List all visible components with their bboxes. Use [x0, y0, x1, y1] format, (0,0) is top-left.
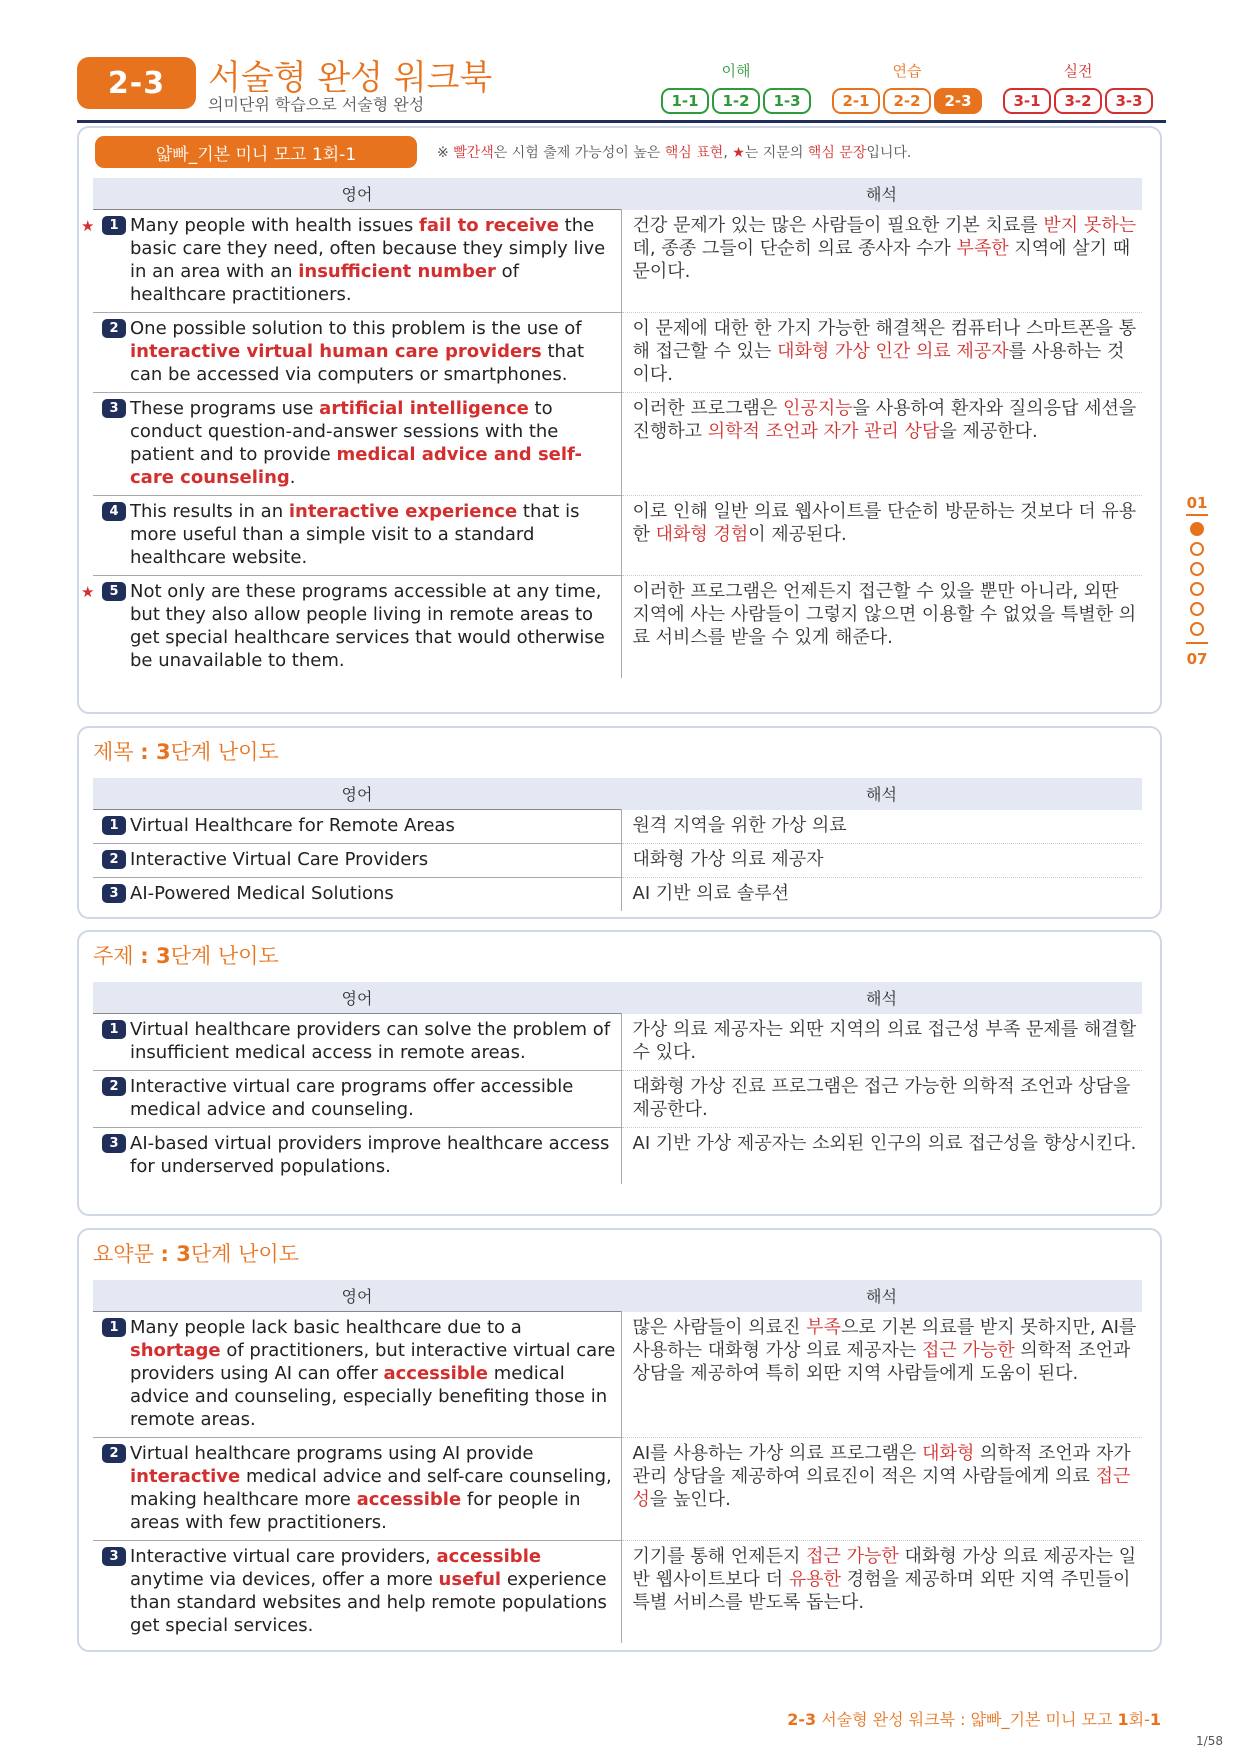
- page-indicator: [1182, 494, 1212, 668]
- table-row: 4 This results in an interactive experience that is more useful than a simple visit to a standard healthcare website. 이로 인해 일반 의료 웹사이트를 단순히 방문하는 것보다 더 유용한 대화형 경험이 제공된다.: [93, 496, 1142, 576]
- header-divider: [77, 120, 1166, 123]
- table-row: 3 Interactive virtual care providers, accessible anytime via devices, offer a more useful experience than standard websites and help remote populations get special services. 기기를 통해 언제든지 접근 가능한 대화형 가상 의료 제공자는 일반 웹사이트보다 더 유용한 경험을 제공하며 외딴 지역 주민들이 특별 서비스를 받도록 돕는다.: [93, 1541, 1142, 1644]
- column-header-english: 영어: [93, 178, 621, 210]
- step-group-label: 연습: [892, 62, 922, 80]
- key-sentence-star-icon: ★: [81, 217, 95, 235]
- mock-test-pill: 얇빠_기본 미니 모고 1회-1: [95, 136, 417, 168]
- step-chip-1-2[interactable]: 1-2: [712, 88, 760, 114]
- column-header-english: 영어: [93, 778, 621, 810]
- column-header-english: 영어: [93, 1280, 621, 1312]
- section-badge: 2-3: [77, 57, 196, 109]
- page-dot-icon[interactable]: [1190, 602, 1204, 616]
- page-title: 서술형 완성 워크북: [208, 58, 493, 98]
- page-subtitle: 의미단위 학습으로 서술형 완성: [208, 95, 425, 114]
- step-chip-3-1[interactable]: 3-1: [1003, 88, 1051, 114]
- page-dot-current-icon[interactable]: [1190, 522, 1204, 536]
- row-number: 1: [102, 1020, 126, 1039]
- table-row: 2 One possible solution to this problem is the use of interactive virtual human care providers that can be accessed via computers or smartphones. 이 문제에 대한 한 가지 가능한 해결책은 컴퓨터나 스마트폰을 통해 접근할 수 있는 대화형 가상 인간 의료 제공자를 사용하는 것이다.: [93, 313, 1142, 393]
- column-header-korean: 해석: [621, 178, 1142, 210]
- table-row: ★ 5 Not only are these programs accessible at any time, but they also allow people living in remote areas to get special healthcare services that would otherwise be unavailable to them. 이러한 프로그램은 언제든지 접근할 수 있을 뿐만 아니라, 외딴 지역에 사는 사람들이 그렇지 않으면 이용할 수 없었을 특별한 의료 서비스를 받을 수 있게 해준다.: [93, 576, 1142, 679]
- page-dot-icon[interactable]: [1190, 622, 1204, 636]
- row-number: 3: [102, 884, 126, 903]
- table-row: 1 Many people lack basic healthcare due to a shortage of practitioners, but interactive virtual care providers using AI can offer accessible medical advice and counseling, especially benefiting those in remote areas. 많은 사람들이 의료진 부족으로 기본 의료를 받지 못하지만, AI를 사용하는 대화형 가상 의료 제공자는 접근 가능한 의학적 조언과 상담을 제공하여 특히 외딴 지역 사람들에게 도움이 된다.: [93, 1312, 1142, 1438]
- column-header-english: 영어: [93, 982, 621, 1014]
- table-row: 1 Virtual Healthcare for Remote Areas 원격 지역을 위한 가상 의료: [93, 810, 1142, 844]
- step-chip-1-3[interactable]: 1-3: [763, 88, 811, 114]
- row-number: 3: [102, 1547, 126, 1566]
- step-group-label: 이해: [721, 62, 751, 80]
- row-number: 1: [102, 1318, 126, 1337]
- step-group-practice: [832, 60, 982, 114]
- row-number: 3: [102, 399, 126, 418]
- step-chip-1-1[interactable]: 1-1: [661, 88, 709, 114]
- step-chip-3-2[interactable]: 3-2: [1054, 88, 1102, 114]
- title-section: [77, 726, 1162, 919]
- table-row: 3 AI-based virtual providers improve healthcare access for underserved populations. AI 기반 가상 제공자는 소외된 인구의 의료 접근성을 향상시킨다.: [93, 1128, 1142, 1185]
- row-number: 1: [102, 216, 126, 235]
- step-chip-2-3[interactable]: 2-3: [934, 88, 982, 114]
- footer-caption: 2-3 서술형 완성 워크북 : 얇빠_기본 미니 모고 1회-1: [787, 1710, 1161, 1729]
- column-header-korean: 해석: [621, 778, 1142, 810]
- column-header-korean: 해석: [621, 982, 1142, 1014]
- table-row: 2 Virtual healthcare programs using AI provide interactive medical advice and self-care counseling, making healthcare more accessible for people in areas with few practitioners. AI를 사용하는 가상 의료 프로그램은 대화형 의학적 조언과 자가 관리 상담을 제공하여 의료진이 적은 지역 사람들에게 의료 접근성을 높인다.: [93, 1438, 1142, 1541]
- row-number: 5: [102, 582, 126, 601]
- section-heading: 요약문 : 3단계 난이도: [93, 1242, 299, 1266]
- step-chip-2-2[interactable]: 2-2: [883, 88, 931, 114]
- summary-section: [77, 1228, 1162, 1652]
- topic-section: [77, 930, 1162, 1216]
- table-row: 2 Interactive Virtual Care Providers 대화형 가상 의료 제공자: [93, 844, 1142, 878]
- column-header-korean: 해석: [621, 1280, 1142, 1312]
- page-dot-icon[interactable]: [1190, 542, 1204, 556]
- row-number: 4: [102, 502, 126, 521]
- section-heading: 제목 : 3단계 난이도: [93, 740, 279, 764]
- mock-passage-section: [77, 126, 1162, 714]
- step-group-label: 실전: [1063, 62, 1093, 80]
- step-group-understand: [661, 60, 811, 114]
- page-dot-icon[interactable]: [1190, 582, 1204, 596]
- page-number: 1/58: [1196, 1734, 1223, 1748]
- step-chip-2-1[interactable]: 2-1: [832, 88, 880, 114]
- table-row: 2 Interactive virtual care programs offer accessible medical advice and counseling. 대화형 가상 진료 프로그램은 접근 가능한 의학적 조언과 상담을 제공한다.: [93, 1071, 1142, 1128]
- section-heading: 주제 : 3단계 난이도: [93, 944, 279, 968]
- legend-note: ※ 빨간색은 시험 출제 가능성이 높은 핵심 표현, ★는 지문의 핵심 문장입니다.: [437, 145, 912, 161]
- row-number: 3: [102, 1134, 126, 1153]
- summary-table: [93, 1280, 1142, 1643]
- topic-table: [93, 982, 1142, 1184]
- step-group-real: [1003, 60, 1153, 114]
- page-indicator-last: 07: [1186, 650, 1208, 668]
- row-number: 2: [102, 319, 126, 338]
- step-chip-3-3[interactable]: 3-3: [1105, 88, 1153, 114]
- passage-table: [81, 178, 1142, 678]
- table-row: ★ 1 Many people with health issues fail to receive the basic care they need, often because they simply live in an area with an insufficient number of healthcare practitioners. 건강 문제가 있는 많은 사람들이 필요한 기본 치료를 받지 못하는데, 종종 그들이 단순히 의료 종사자 수가 부족한 지역에 살기 때문이다.: [93, 210, 1142, 313]
- page-indicator-first: 01: [1186, 494, 1208, 512]
- key-sentence-star-icon: ★: [81, 583, 95, 601]
- page-indicator-divider: [1186, 642, 1208, 644]
- table-row: 3 AI-Powered Medical Solutions AI 기반 의료 솔루션: [93, 878, 1142, 912]
- table-row: 1 Virtual healthcare providers can solve the problem of insufficient medical access in remote areas. 가상 의료 제공자는 외딴 지역의 의료 접근성 부족 문제를 해결할 수 있다.: [93, 1014, 1142, 1071]
- row-number: 1: [102, 816, 126, 835]
- title-table: [93, 778, 1142, 911]
- page-dot-icon[interactable]: [1190, 562, 1204, 576]
- table-row: 3 These programs use artificial intelligence to conduct question-and-answer sessions with the patient and to provide medical advice and self-care counseling. 이러한 프로그램은 인공지능을 사용하여 환자와 질의응답 세션을 진행하고 의학적 조언과 자가 관리 상담을 제공한다.: [93, 393, 1142, 496]
- row-number: 2: [102, 1444, 126, 1463]
- row-number: 2: [102, 850, 126, 869]
- page-indicator-divider: [1186, 514, 1208, 516]
- row-number: 2: [102, 1077, 126, 1096]
